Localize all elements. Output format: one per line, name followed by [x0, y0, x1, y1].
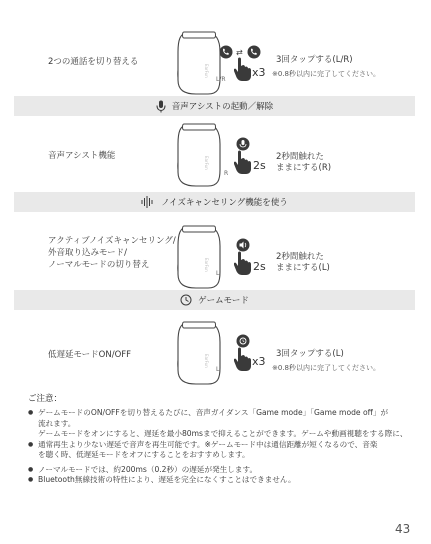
earbud-side-label: L/R: [216, 76, 226, 83]
action-text-line1: 2秒間触れた: [276, 152, 324, 162]
row-label-anc-line1: アクティブノイズキャンセリング/: [48, 236, 176, 246]
section-title: ノイズキャンセリング機能を使う: [161, 198, 288, 208]
hand-tap-icon: [234, 251, 252, 275]
action-text-line2: ままにする(L): [276, 263, 330, 273]
earbud-image: [176, 224, 224, 290]
earbud-side-label: R: [224, 170, 229, 177]
caution-item: [28, 465, 423, 476]
sound-wave-icon: [141, 196, 155, 208]
earbud-side-label: L: [216, 366, 220, 373]
caution-text: ● ノーマルモードでは、約200ms（0.2秒）の遅延が発生します。: [38, 464, 258, 474]
caution-item: [28, 475, 423, 486]
caution-text: ● 通常再生より少ない遅延で音声を再生可能です。※ゲームモード中は通信距離が短くなるので、音楽: [38, 439, 378, 449]
section-title: ゲームモード: [198, 296, 249, 306]
earbud-image: [176, 122, 224, 188]
caution-heading: ご注意：: [28, 394, 63, 404]
action-text: 3回タップする(L): [276, 349, 344, 359]
action-text: 3回タップする(L/R): [276, 55, 353, 65]
row-label-low-latency: 低遅延モードON/OFF: [48, 350, 132, 360]
action-text-line2: ままにする(R): [276, 163, 332, 173]
caution-item: [28, 408, 423, 440]
action-note: ※0.8秒以内に完了してください。: [272, 70, 380, 78]
caution-text: 流れます。: [38, 418, 76, 428]
hold-duration: 2s: [253, 159, 266, 172]
microphone-icon: [236, 137, 250, 151]
speaker-icon: [236, 238, 250, 252]
row-label-anc-line3: ノーマルモードの切り替え: [48, 260, 150, 270]
row-label-call-switch: 2つの通話を切り替える: [48, 57, 139, 67]
clock-icon: [180, 294, 192, 306]
hand-tap-icon: [234, 347, 252, 371]
svg-text:⇄: ⇄: [236, 48, 243, 57]
hold-duration: 2s: [253, 260, 266, 273]
action-text-line1: 2秒間触れた: [276, 252, 324, 262]
action-note: ※0.8秒以内に完了してください。: [272, 364, 380, 372]
caution-list: [28, 408, 423, 486]
hand-tap-icon: [234, 150, 252, 174]
hand-tap-icon: [234, 57, 252, 81]
game-mode-icon: [236, 334, 250, 348]
earbud-image: [176, 320, 224, 386]
caution-text: ● ゲームモードのON/OFFを切り替えるたびに、音声ガイダンス「Game mode」「Game mode off」が: [38, 408, 389, 417]
caution-text: を聴く時、低遅延モードをオフにすることをおすすめします。: [38, 450, 250, 459]
row-label-anc-line2: 外音取り込みモード/: [48, 248, 128, 258]
earbud-side-label: L: [216, 270, 220, 277]
row-label-voice-assist: 音声アシスト機能: [48, 151, 116, 161]
tap-count: x3: [252, 66, 266, 79]
tap-count: x3: [252, 355, 266, 368]
microphone-icon: [156, 100, 166, 113]
section-bar-game-mode: [14, 290, 415, 310]
section-bar-voice-assist: [14, 96, 415, 116]
section-bar-noise-cancel: [14, 192, 415, 212]
section-title: 音声アシストの起動／解除: [171, 102, 274, 112]
page-number: 43: [395, 522, 411, 536]
earbud-image: [176, 30, 224, 96]
caution-text: ゲームモードをオンにすると、遅延を最小80msまで抑えることができます。ゲームや動画視聴をする際に、: [38, 429, 408, 438]
caution-text: ● Bluetooth無線技術の特性により、遅延を完全になくすことはできません。: [38, 475, 296, 484]
caution-item: [28, 440, 423, 461]
